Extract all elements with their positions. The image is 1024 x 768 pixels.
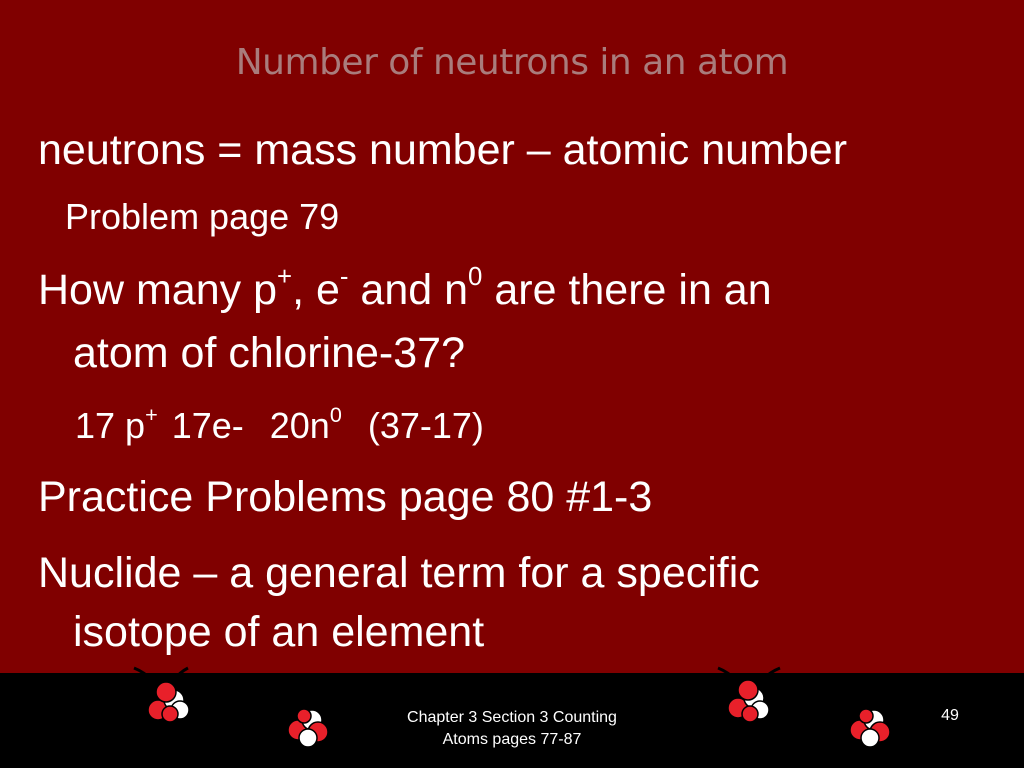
question-text-4: are there in an xyxy=(482,266,772,314)
answer-neutrons: 20n xyxy=(269,405,330,446)
proton-superscript: + xyxy=(276,262,293,291)
atom-model-icon xyxy=(846,700,896,750)
practice-problems-line: Practice Problems page 80 #1-3 xyxy=(38,473,653,521)
answer-protons-superscript: + xyxy=(145,401,158,427)
answer-protons: 17 p xyxy=(75,405,146,446)
footer-caption xyxy=(362,707,662,751)
question-continuation: atom of chlorine-37? xyxy=(73,329,465,377)
answer-calculation: (37-17) xyxy=(367,405,484,446)
electron-superscript: - xyxy=(339,262,349,291)
slide-title: Number of neutrons in an atom xyxy=(235,42,789,83)
footer-caption-line-2: Atoms pages 77-87 xyxy=(442,731,582,748)
atom-model-icon xyxy=(284,700,334,750)
nuclide-definition: Nuclide – a general term for a specific xyxy=(38,549,760,597)
problem-reference: Problem page 79 xyxy=(65,196,340,237)
atom-model-icon xyxy=(714,664,786,726)
nuclide-definition-continuation: isotope of an element xyxy=(73,608,485,656)
page-number: 49 xyxy=(941,707,959,724)
formula-line: neutrons = mass number – atomic number xyxy=(38,126,848,174)
footer-caption-line-1: Chapter 3 Section 3 Counting xyxy=(407,709,617,726)
question-text-2: , e xyxy=(292,266,340,314)
answer-neutrons-superscript: 0 xyxy=(329,401,342,427)
question-text-3: and n xyxy=(348,266,469,314)
answer-electrons: 17e- xyxy=(171,405,244,446)
answer-line xyxy=(75,401,484,446)
question-line xyxy=(38,262,772,314)
atom-model-icon xyxy=(130,664,202,726)
question-text-1: How many p xyxy=(38,266,277,314)
neutron-superscript: 0 xyxy=(468,262,483,291)
